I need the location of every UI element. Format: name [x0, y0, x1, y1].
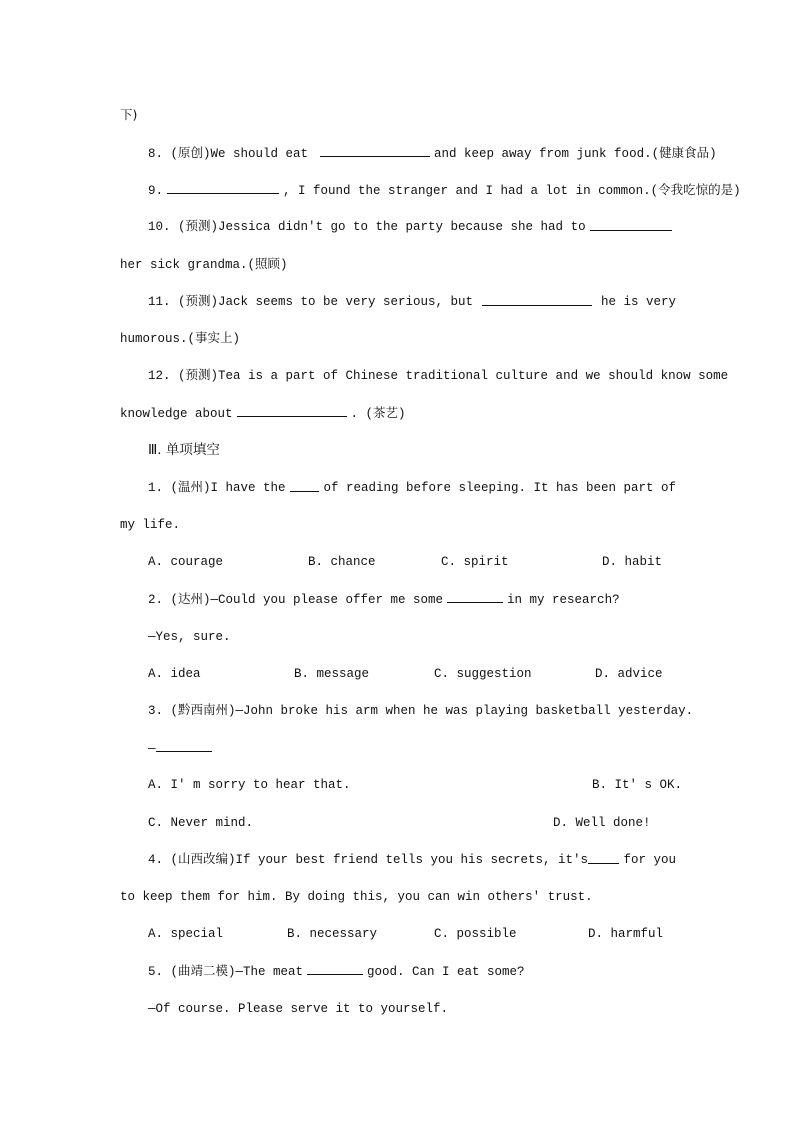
mc-5-text-a: 5. (曲靖二模)—The meat: [148, 965, 304, 979]
mc-question-1: [148, 478, 676, 498]
option-b[interactable]: B. message: [294, 667, 370, 681]
mc-3-dash: —: [148, 742, 156, 756]
question-9-number: 9.: [148, 184, 164, 198]
option-d[interactable]: D. habit: [602, 555, 663, 569]
mc-question-2: [148, 589, 676, 609]
question-10-text: 10. (预测)Jessica didn't go to the party because she had to: [148, 220, 586, 234]
option-b[interactable]: B. necessary: [287, 927, 378, 941]
mc-4-continued: to keep them for him. By doing this, you can win others' trust.: [120, 890, 593, 904]
mc-2-text-a: 2. (达州)—Could you please offer me some: [148, 593, 444, 607]
option-a[interactable]: A. special: [148, 927, 224, 941]
option-c[interactable]: C. Never mind.: [148, 816, 254, 830]
answer-blank[interactable]: [320, 143, 430, 157]
answer-blank[interactable]: [482, 292, 592, 306]
option-a[interactable]: A. idea: [148, 667, 201, 681]
answer-blank[interactable]: [156, 738, 212, 752]
mc-question-5: [148, 961, 676, 981]
mc-4-text-b: for you: [623, 853, 676, 867]
option-b[interactable]: B. chance: [308, 555, 376, 569]
option-d[interactable]: D. harmful: [588, 927, 664, 941]
question-10-continued: her sick grandma.(照顾): [120, 258, 288, 272]
answer-blank[interactable]: [307, 961, 363, 975]
option-b[interactable]: B. It' s OK.: [592, 778, 683, 792]
answer-blank[interactable]: [588, 850, 619, 864]
option-d[interactable]: D. Well done!: [553, 816, 651, 830]
question-9: [148, 180, 741, 200]
answer-blank[interactable]: [290, 478, 320, 492]
mc-3-reply: [148, 738, 676, 758]
question-8-text-a: 8. (原创)We should eat: [148, 147, 309, 161]
question-11: [148, 292, 676, 312]
mc-question-4: [148, 850, 676, 870]
question-9-text: , I found the stranger and I had a lot in common.(令我吃惊的是): [283, 184, 741, 198]
question-8-text-b: and keep away from junk food.(健康食品): [434, 147, 717, 161]
mc-4-text-a: 4. (山西改编)If your best friend tells you his secrets, it's: [148, 853, 589, 867]
question-11-text-b: he is very: [600, 295, 676, 309]
answer-blank[interactable]: [447, 589, 503, 603]
mc-1-continued: my life.: [120, 518, 181, 532]
mc-1-options: [120, 552, 676, 572]
mc-5-text-b: good. Can I eat some?: [367, 965, 525, 979]
option-c[interactable]: C. suggestion: [434, 667, 532, 681]
section-heading: Ⅲ. 单项填空: [148, 442, 220, 458]
question-10: [148, 217, 676, 237]
mc-2-text-b: in my research?: [507, 593, 620, 607]
option-c[interactable]: C. spirit: [441, 555, 509, 569]
mc-3-options-cd: [120, 813, 676, 833]
option-c[interactable]: C. possible: [434, 927, 517, 941]
question-12-continued: [120, 403, 676, 423]
answer-blank[interactable]: [237, 403, 347, 417]
option-a[interactable]: A. I' m sorry to hear that.: [148, 778, 351, 792]
continued-text: 下): [120, 107, 138, 122]
question-12-text-a: knowledge about: [120, 407, 233, 421]
question-12: 12. (预测)Tea is a part of Chinese traditional culture and we should know some: [148, 369, 729, 383]
answer-blank[interactable]: [590, 217, 672, 231]
question-11-continued: humorous.(事实上): [120, 332, 241, 346]
question-11-text-a: 11. (预测)Jack seems to be very serious, but: [148, 295, 474, 309]
mc-2-options: [120, 664, 676, 684]
mc-5-reply: —Of course. Please serve it to yourself.: [148, 1002, 449, 1016]
mc-1-text-b: of reading before sleeping. It has been part of: [323, 481, 676, 495]
answer-blank[interactable]: [167, 180, 279, 194]
option-d[interactable]: D. advice: [595, 667, 663, 681]
option-a[interactable]: A. courage: [148, 555, 224, 569]
mc-2-reply: —Yes, sure.: [148, 630, 231, 644]
mc-1-text-a: 1. (温州)I have the: [148, 481, 286, 495]
question-12-text-b: . (茶艺): [350, 407, 406, 421]
mc-question-3: 3. (黔西南州)—John broke his arm when he was playing basketball yesterday.: [148, 704, 694, 718]
question-8: [148, 143, 717, 163]
mc-3-options-ab: [120, 775, 683, 795]
mc-4-options: [120, 924, 676, 944]
